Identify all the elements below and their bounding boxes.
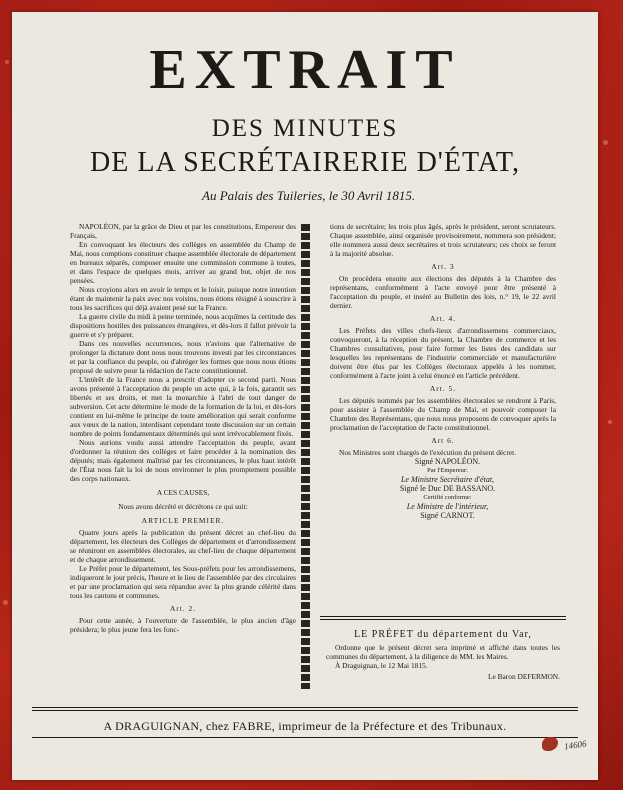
footer-rule <box>32 737 578 738</box>
paragraph: La guerre civile du midi à peine terminée, nous acquîmes la certitude des dispositions hostiles des puissances étrangères, et dès-lors il fallut prévoir la guerre et s'y préparer. <box>70 312 296 339</box>
certified-line: Certifié conforme: <box>423 494 472 501</box>
footer-rule <box>32 710 578 711</box>
ornamental-column-divider <box>301 224 310 689</box>
divider-rule <box>320 616 566 617</box>
printer-imprint: A DRAGUIGNAN, chez FABRE, imprimeur de la Préfecture et des Tribunaux. <box>103 719 507 733</box>
poster-title: EXTRAIT <box>149 39 461 101</box>
paragraph: L'intérêt de la France nous a prescrit d'adopter ce second parti. Nous avons présenté à l'acceptation du peuple un acte qui, à la fois, garantit ses libertés et ses droits, et met la monarchie à l'abri de tout danger de subversion. Cet acte détermine le mode de la formation de la loi, et dès-lors contient en lui-même le principe de toute amélioration qui serait conforme aux vœux de la nation, interdisant cependant toute discussion sur un certain nombre de points fondamentaux déterminés qui sont irrévocablement fixés. <box>70 375 296 438</box>
poster-subtitle-2: DE LA SECRÉTAIRERIE D'ÉTAT, <box>90 147 520 178</box>
inventory-number: 14606 <box>563 738 588 752</box>
paragraph: Quatre jours après la publication du présent décret au chef-lieu du département, les électeurs des Collèges de département et d'arrondissement se réuniront en assemblées électorales, au chef-lieu de chaque département et de chaque arrondissement. <box>70 528 296 564</box>
divider-rule <box>320 619 566 620</box>
prefet-title: LE PRÉFET du département du Var, <box>354 629 532 640</box>
paragraph: Nos Ministres sont chargés de l'exécution du présent décret. <box>339 448 517 457</box>
footer-rule <box>32 707 578 708</box>
signature-bassano: Signé le Duc DE BASSANO. <box>399 484 496 493</box>
article-heading: Art. 4. <box>429 314 457 323</box>
prefet-order-block <box>326 630 560 681</box>
right-column <box>330 222 556 520</box>
paragraph: En convoquant les électeurs des collèges en assemblée du Champ de Mai, nous comptions constituer chaque assemblée électorale de département en bureaux séparés, composer ensuite une commission commune à toutes, et dans l'espace de quelques mois, arriver au grand but, objet de nos pensées. <box>70 240 296 285</box>
paragraph: Nous aurions voulu aussi attendre l'acceptation du peuple, avant d'ordonner la réunion des collèges et faire procéder à la nomination des députés; mais également maîtrisé par les circonstances, le plus haut intérêt de l'État nous fait la loi de nous environner le plus promptement possible des corps nationaux. <box>70 438 296 483</box>
red-wax-mark <box>542 737 558 751</box>
causes-heading: A CES CAUSES, <box>156 488 210 497</box>
place-date-line: Au Palais des Tuileries, le 30 Avril 1815. <box>202 188 416 203</box>
article-heading: Art 6. <box>431 436 455 445</box>
decree-line: Nous avons décrété et décrétons ce qui suit: <box>118 502 248 511</box>
minister-title: Le Ministre Secrétaire d'état, <box>400 475 495 484</box>
paragraph: Le Préfet pour le département, les Sous-préfets pour les arrondissemens, indiqueront le jour précis, l'heure et le lieu de l'assemblée par des circulaires et par une proclamation qui sera répandue avec la plus grande célérité dans tous les cantons et communes. <box>70 564 296 600</box>
signature-napoleon: Signé NAPOLÉON. <box>414 457 481 466</box>
paragraph: Nous croyions alors en avoir le temps et le loisir, puisque notre intention étant de maintenir la paix avec nos voisins, nous étions résigné à souscrire à tous les sacrifices qui déjà avaient pesé sur la France. <box>70 285 296 312</box>
fabric-speck <box>5 60 9 64</box>
paragraph: Dans ces nouvelles occurrences, nous n'avions que l'alternative de prolonger la dictature dont nous nous trouvons investi par les circonstances et par la confiance du peuple, ou d'abréger les formes que nous nous étions proposé de suivre pour la rédaction de l'acte constitutionnel. <box>70 339 296 375</box>
signature-carnot: Signé CARNOT. <box>420 511 475 520</box>
fabric-speck <box>608 420 612 424</box>
fabric-speck <box>3 600 8 605</box>
paragraph: Les Préfets des villes chefs-lieux d'arrondissemens commerciaux, convoqueront, à la réception du présent, la Chambre de commerce et les Chambres consultatives, pour faire former les listes des candidats sur lesquelles les représentans de l'industrie commerciale et manufacturière doivent être élus par les Collèges électoraux appelés à les nommer, conformément à l'acte joint à celui énoncé en l'article précédent. <box>330 326 556 380</box>
poster-subtitle-1: DES MINUTES <box>211 115 399 142</box>
decree-poster <box>12 12 598 780</box>
paragraph: Les députés nommés par les assemblées électorales se rendront à Paris, pour assister à l'assemblée du Champ de Mai, et pouvoir composer la Chambre des Représentans, que nous nous proposons de convoquer après la proclamation de l'acceptation de l'acte constitutionnel. <box>330 396 556 432</box>
paragraph: Ordonne que le présent décret sera imprimé et affiché dans toutes les communes du département, à la diligence de MM. les Maires. <box>326 643 560 661</box>
article-heading: ARTICLE PREMIER. <box>141 516 225 525</box>
article-heading: Art. 2. <box>169 604 197 613</box>
paragraph: tions de secrétaire; les trois plus âgés, après le président, seront scrutateurs. Chaque assemblée, ainsi organisée provisoirement, nommera son président; elle nommera aussi deux secrétaires et trois scrutateurs; ces choix se feront à la majorité absolue. <box>330 222 556 258</box>
prefet-date: À Draguignan, le 12 Mai 1815. <box>335 661 428 670</box>
article-heading: Art. 5. <box>429 384 457 393</box>
left-column <box>70 222 296 634</box>
prefet-signature: Le Baron DEFERMON. <box>487 672 560 681</box>
minister-title: Le Ministre de l'intérieur, <box>406 502 489 511</box>
paragraph: NAPOLÉON, par la grâce de Dieu et par les constitutions, Empereur des Français, <box>70 222 296 240</box>
by-emperor-line: Par l'Empereur: <box>427 467 468 474</box>
article-heading: Art. 3 <box>431 262 455 271</box>
fabric-speck <box>603 140 608 145</box>
paragraph: On procédera ensuite aux élections des députés à la Chambre des représentans, conformément à l'acte envoyé pour être présenté à l'acceptation du peuple, et inséré au Bulletin des lois, n.° 19, le 22 avril dernier. <box>330 274 556 310</box>
paragraph: Pour cette année, à l'ouverture de l'assemblée, le plus ancien d'âge présidera; le plus jeune fera les fonc- <box>70 616 296 634</box>
